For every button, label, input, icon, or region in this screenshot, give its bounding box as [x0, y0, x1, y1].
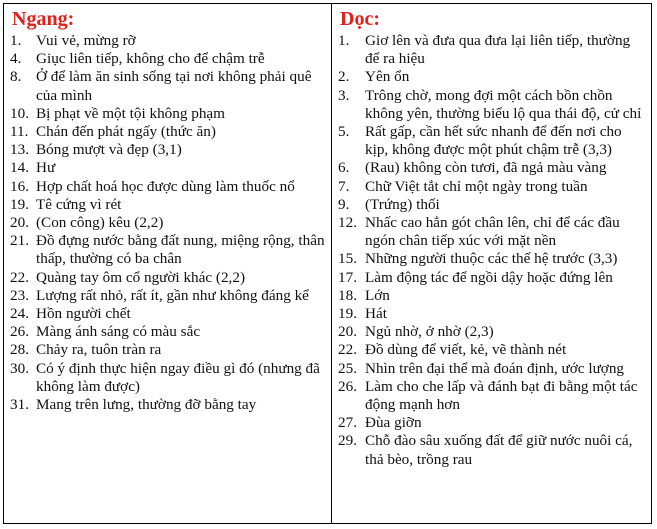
clue-text: Hát	[365, 305, 387, 323]
clue-text: Màng ánh sáng có màu sắc	[36, 323, 201, 341]
clue-text: (Trứng) thối	[365, 195, 440, 213]
clue-text: Đùa giỡn	[365, 414, 422, 432]
across-clue	[10, 323, 327, 341]
down-clue	[338, 360, 647, 378]
down-column	[332, 4, 651, 523]
clue-number: 22.	[10, 268, 29, 286]
clue-number: 17.	[338, 268, 357, 286]
across-clue	[10, 68, 327, 104]
clue-number: 1.	[338, 32, 350, 49]
clue-text: Yên ổn	[365, 68, 410, 86]
clue-number: 7.	[338, 177, 350, 195]
across-clue	[10, 196, 327, 214]
across-clue	[10, 341, 327, 359]
clue-number: 8.	[10, 68, 22, 86]
clue-text: (Rau) không còn tươi, đã ngả màu vàng	[365, 159, 607, 177]
down-clue	[338, 378, 647, 414]
across-clue	[10, 396, 327, 414]
down-clue	[338, 269, 647, 287]
down-clue	[338, 196, 647, 214]
clue-number: 12.	[338, 214, 357, 232]
clue-number: 13.	[10, 141, 29, 159]
clue-number: 26.	[10, 323, 29, 341]
clue-number: 11.	[10, 123, 29, 141]
clue-number: 19.	[338, 305, 357, 323]
across-clue	[10, 141, 327, 159]
down-clue	[338, 32, 647, 68]
down-clue	[338, 214, 647, 250]
down-clue	[338, 414, 647, 432]
clue-number: 15.	[338, 250, 357, 268]
across-column	[4, 4, 332, 523]
clue-text: Nhấc cao hẳn gót chân lên, chỉ để các đầu ngón chân tiếp xúc với mặt nền	[365, 214, 620, 250]
clue-number: 3.	[338, 86, 350, 104]
clue-text: Làm cho che lấp và đánh bạt đi bằng một tác động mạnh hơn	[365, 377, 638, 414]
clue-text: Rất gấp, cần hết sức nhanh để đến nơi cho kịp, không được một phút chậm trễ (3,3)	[365, 123, 622, 159]
across-clue	[10, 305, 327, 323]
clue-text: Ở để làm ăn sinh sống tại nơi không phải quê của mình	[36, 68, 312, 104]
down-clue	[338, 68, 647, 86]
across-clue-list	[10, 32, 327, 414]
down-clue	[338, 305, 647, 323]
clue-text: Bóng mượt và đẹp (3,1)	[36, 141, 182, 159]
clue-number: 29.	[338, 432, 357, 450]
clue-text: Những người thuộc các thế hệ trước (3,3)	[365, 250, 618, 268]
down-clue	[338, 159, 647, 177]
clue-text: Chỗ đào sâu xuống đất để giữ nước nuôi cá, thả bèo, trồng rau	[365, 432, 633, 468]
across-clue	[10, 269, 327, 287]
clue-number: 1.	[10, 32, 22, 49]
clue-number: 20.	[10, 214, 29, 232]
down-clue	[338, 341, 647, 359]
across-clue	[10, 178, 327, 196]
crossword-clue-table	[3, 3, 652, 524]
clue-text: Giơ lên và đưa qua đưa lại liên tiếp, thường để ra hiệu	[365, 32, 631, 68]
across-heading: Ngang:	[12, 8, 75, 30]
down-clue	[338, 250, 647, 268]
clue-text: Mang trên lưng, thường đỡ bằng tay	[36, 396, 257, 414]
clue-text: Hư	[36, 159, 56, 177]
across-clue	[10, 123, 327, 141]
clue-number: 4.	[10, 50, 22, 68]
down-clue	[338, 287, 647, 305]
clue-number: 14.	[10, 159, 29, 177]
clue-number: 6.	[338, 159, 350, 177]
clue-number: 9.	[338, 195, 350, 213]
clue-number: 26.	[338, 377, 357, 395]
down-clue	[338, 432, 647, 468]
clue-number: 10.	[10, 104, 29, 122]
down-heading: Dọc:	[340, 8, 380, 30]
clue-text: (Con công) kêu (2,2)	[36, 214, 164, 232]
clue-number: 27.	[338, 414, 357, 432]
clue-text: Hợp chất hoá học được dùng làm thuốc nổ	[36, 177, 295, 195]
clue-number: 19.	[10, 195, 29, 213]
clue-text: Hồn người chết	[36, 305, 131, 323]
across-clue	[10, 360, 327, 396]
clue-text: Đồ đựng nước bằng đất nung, miệng rộng, thân thấp, thường có ba chân	[36, 232, 325, 268]
clue-number: 25.	[338, 359, 357, 377]
clue-text: Chảy ra, tuôn tràn ra	[36, 341, 162, 359]
clue-text: Lượng rất nhỏ, rất ít, gần như không đáng kể	[36, 286, 309, 304]
clue-number: 31.	[10, 396, 29, 414]
clue-number: 21.	[10, 232, 29, 250]
clue-text: Có ý định thực hiện ngay điều gì đó (nhưng đã không làm được)	[36, 359, 320, 395]
clue-text: Giục liên tiếp, không cho để chậm trễ	[36, 50, 265, 68]
down-clue	[338, 123, 647, 159]
clue-number: 30.	[10, 359, 29, 377]
across-clue	[10, 287, 327, 305]
clue-number: 18.	[338, 286, 357, 304]
across-clue	[10, 105, 327, 123]
clue-number: 22.	[338, 341, 357, 359]
clue-number: 2.	[338, 68, 350, 86]
clue-number: 16.	[10, 177, 29, 195]
clue-text: Quàng tay ôm cổ người khác (2,2)	[36, 268, 246, 286]
down-clue	[338, 87, 647, 123]
across-clue	[10, 159, 327, 177]
clue-text: Đồ dùng để viết, kẻ, vẽ thành nét	[365, 341, 567, 359]
across-clue	[10, 232, 327, 268]
clue-text: Làm động tác để ngồi dậy hoặc đứng lên	[365, 268, 613, 286]
clue-text: Lớn	[365, 286, 390, 304]
clue-text: Vui vẻ, mừng rỡ	[36, 32, 136, 49]
clue-text: Bị phạt về một tội không phạm	[36, 104, 225, 122]
clue-number: 20.	[338, 323, 357, 341]
clue-text: Nhìn trên đại thể mà đoán định, ước lượng	[365, 359, 625, 377]
down-clue-list	[338, 32, 647, 469]
clue-text: Ngủ nhờ, ở nhờ (2,3)	[365, 323, 494, 341]
across-clue	[10, 50, 327, 68]
clue-number: 28.	[10, 341, 29, 359]
across-clue	[10, 214, 327, 232]
clue-text: Chán đến phát ngấy (thức ăn)	[36, 123, 216, 141]
down-clue	[338, 178, 647, 196]
clue-text: Tê cứng vì rét	[36, 195, 122, 213]
clue-number: 23.	[10, 286, 29, 304]
clue-number: 5.	[338, 123, 350, 141]
down-clue	[338, 323, 647, 341]
clue-text: Chữ Việt tắt chỉ một ngày trong tuần	[365, 177, 588, 195]
clue-text: Trông chờ, mong đợi một cách bồn chồn không yên, thường biểu lộ qua thái độ, cử chỉ	[365, 86, 642, 122]
across-clue	[10, 32, 327, 50]
clue-number: 24.	[10, 305, 29, 323]
